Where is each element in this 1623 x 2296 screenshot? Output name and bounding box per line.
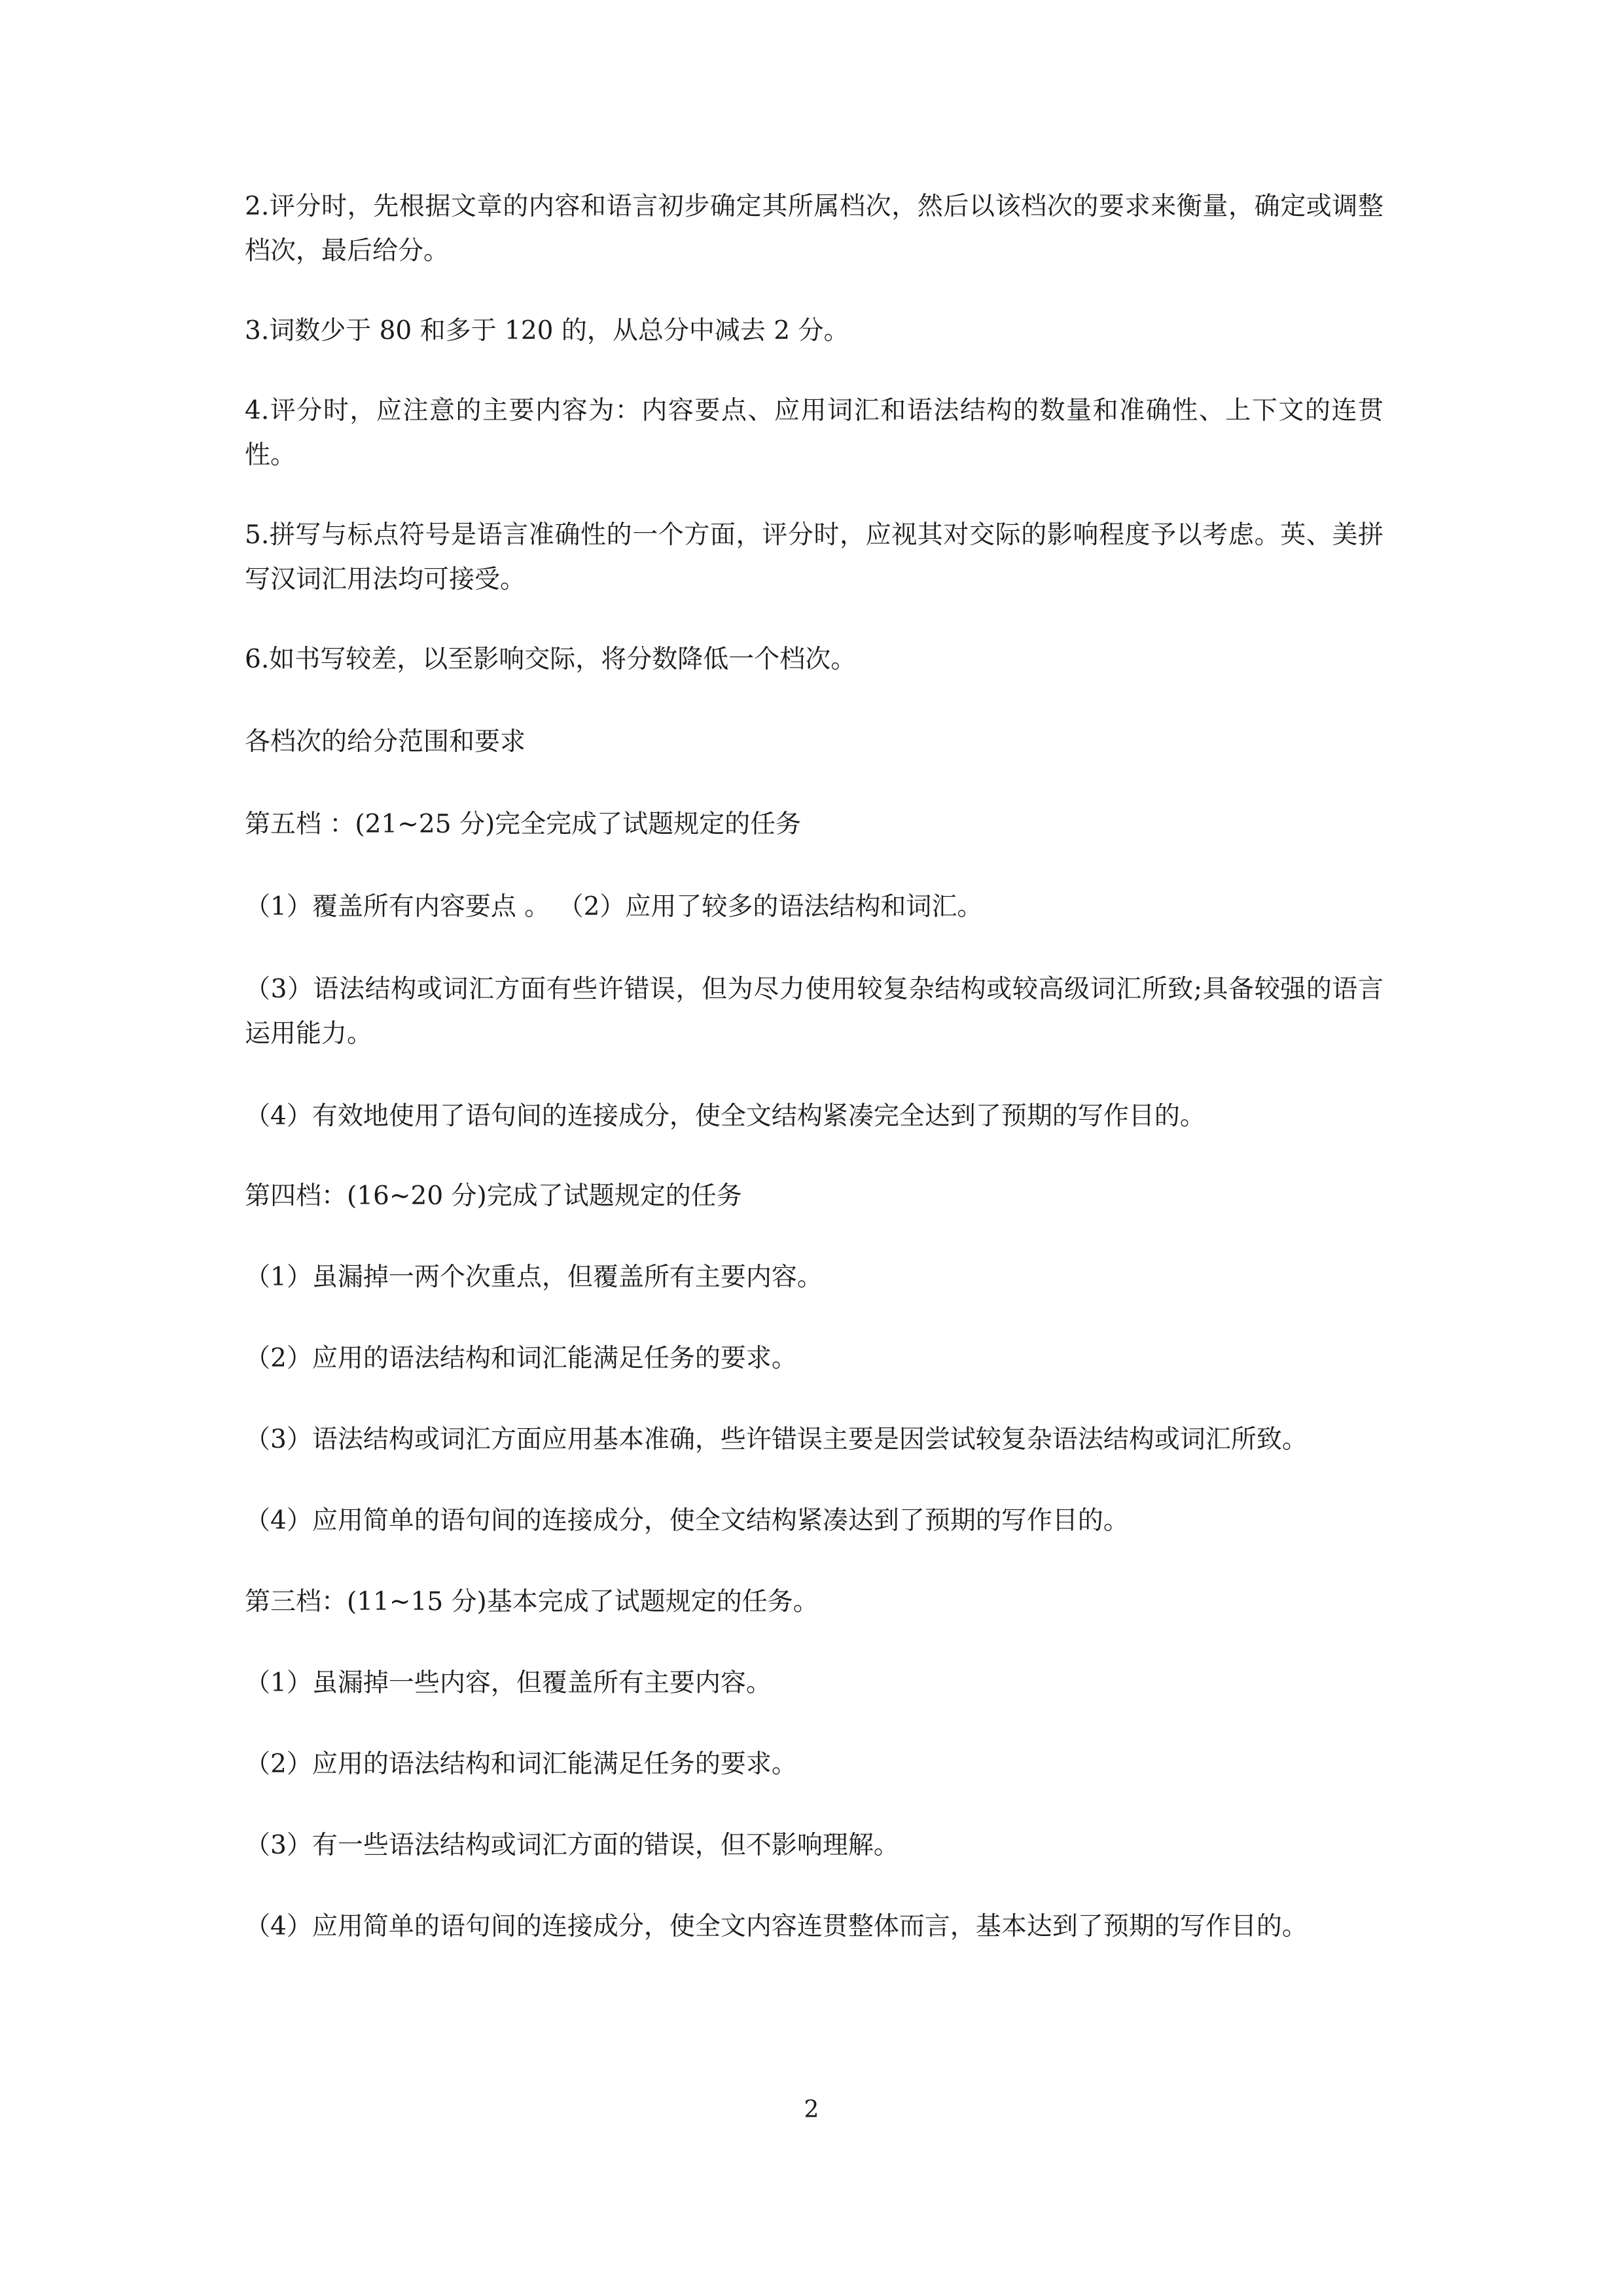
page-number: 2 bbox=[804, 2096, 819, 2123]
rule-6-paragraph: 6.如书写较差，以至影响交际，将分数降低一个档次。 bbox=[245, 645, 857, 674]
level-four-heading: 第四档：(16~20 分)完成了试题规定的任务 bbox=[245, 1181, 742, 1211]
level-five-item-3: （3）语法结构或词汇方面有些许错误，但为尽力使用较复杂结构或较高级词汇所致;具备较强的语言运用能力。 bbox=[245, 975, 1383, 1049]
rule-5-paragraph: 5.拼写与标点符号是语言准确性的一个方面，评分时，应视其对交际的影响程度予以考虑。英、美拼写汉词汇用法均可接受。 bbox=[245, 520, 1383, 594]
level-three-item-1: （1）虽漏掉一些内容，但覆盖所有主要内容。 bbox=[245, 1668, 772, 1698]
level-three-heading: 第三档：(11~15 分)基本完成了试题规定的任务。 bbox=[245, 1587, 819, 1617]
rule-4-paragraph: 4.评分时，应注意的主要内容为：内容要点、应用词汇和语法结构的数量和准确性、上下文的连贯性。 bbox=[245, 396, 1383, 470]
document-body bbox=[245, 185, 1383, 1949]
rule-2-paragraph: 2.评分时，先根据文章的内容和语言初步确定其所属档次，然后以该档次的要求来衡量，确定或调整档次，最后给分。 bbox=[245, 192, 1383, 266]
level-three-item-2: （2）应用的语法结构和词汇能满足任务的要求。 bbox=[245, 1749, 797, 1779]
level-four-item-1: （1）虽漏掉一两个次重点，但覆盖所有主要内容。 bbox=[245, 1263, 823, 1292]
grade-levels-heading: 各档次的给分范围和要求 bbox=[245, 727, 526, 757]
level-five-item-4: （4）有效地使用了语句间的连接成分，使全文结构紧凑完全达到了预期的写作目的。 bbox=[245, 1102, 1205, 1131]
level-four-item-2: （2）应用的语法结构和词汇能满足任务的要求。 bbox=[245, 1344, 797, 1373]
level-five-heading: 第五档 ：(21~25 分)完全完成了试题规定的任务 bbox=[245, 810, 802, 839]
level-three-item-3: （3）有一些语法结构或词汇方面的错误，但不影响理解。 bbox=[245, 1831, 899, 1860]
level-five-item-1-2: （1）覆盖所有内容要点 。 （2）应用了较多的语法结构和词汇。 bbox=[245, 892, 983, 922]
rule-3-paragraph: 3.词数少于 80 和多于 120 的，从总分中减去 2 分。 bbox=[245, 316, 849, 346]
level-three-item-4: （4）应用简单的语句间的连接成分，使全文内容连贯整体而言，基本达到了预期的写作目的。 bbox=[245, 1912, 1308, 1941]
level-four-item-4: （4）应用简单的语句间的连接成分，使全文结构紧凑达到了预期的写作目的。 bbox=[245, 1506, 1129, 1535]
level-four-item-3: （3）语法结构或词汇方面应用基本准确，些许错误主要是因尝试较复杂语法结构或词汇所致。 bbox=[245, 1425, 1308, 1454]
